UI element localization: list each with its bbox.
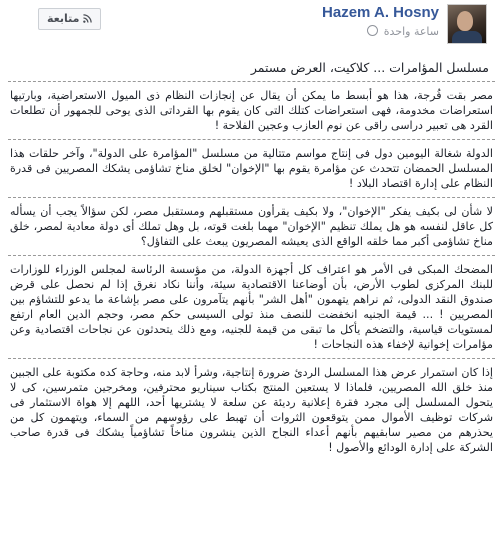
follow-button[interactable] [38,8,101,30]
follow-label: متابعة [47,12,80,25]
author-name[interactable]: Hazem A. Hosny [322,4,439,21]
paragraph-2: الدولة شغالة اليومين دول فى إنتاج مواسم متتالية من مسلسل "المؤامرة على الدولة"، وآخر حلقات هذا المسلسل الحمضان تتحدث عن مؤامرة يقوم بها "الإخوان" لخلق مناخ تشاؤمى يشكك المصريين فى قدرة النظام على إدارة اقتصاد البلاد ! [10,147,493,190]
paragraph-1: مصر بقت فُرجة، هذا هو أبسط ما يمكن أن يقال عن إنجازات النظام ذى الميول الاستعراضية، وبارتيها استعراضات مخدومة، فهى استعراضات كتلك التى كان يقوم بها القرداتى الذى يوحى للجمهور أن تطلعات القرد هى تعبير دراسى راقى عن نوم العازب وعجين الفلاحة ! [10,89,493,132]
post-content [8,60,495,455]
paragraph-4: المضحك المبكى فى الأمر هو اعتراف كل أجهزة الدولة، من مؤسسة الرئاسة لمجلس الوزراء للوزارات للبنك المركزى لطوب الأرض، بأن أوضاعنا الاقتصادية سيئة، وأننا نكاد نغرق إذا لم نحصل على قرض صندوق النقد الدولى، ثم نراهم يتهمون "أهل الشر" بأنهم يتآمرون على مصر بإشاعة ما يدعو للتشاؤم بين المصريين ! ... قيمة الجنيه انخفضت للنصف منذ تولى السيسى حكم مصر، وحجم الدين العام ارتفع لمستويات قياسية، والتضخم يأكل ما تبقى من قيمة للجنيه، ومع ذلك يتحدثون عن نجاحات اقتصادية وعن مؤامرات إخوانية لإخفاء هذه النجاحات ! [10,263,493,351]
timestamp-text: ساعة واحدة [383,25,439,38]
post-header [8,0,495,46]
author-avatar[interactable] [447,4,487,44]
divider [8,139,495,140]
paragraph-5: إذا كان استمرار عرض هذا المسلسل الردئ ضرورة إنتاجية، وشرأ لابد منه، وحاجة كده مكتوبة على الجبين منذ خلق الله المصريين، فلماذا لا يستعين المنتج بكتاب سيناريو محترفين، ومخرجين متمرسين، كى لا يتحول المسلسل إلى مجرد فقرة إعلانية رديئة عن سلعة لا يشتريها أحد، اللهم إلا هواة الاستثمار فى شركات توظيف الأموال ممن يتوقعون الثروات أن تهبط على رؤوسهم من السماء، ويتهمون كل من يحذرهم من مصير سابقيهم بأنهم أعداء النجاح الذين ينشرون مناخاً تشاؤمياً يشكك فى قدرة صاحب الشركة على إدارة الودائع والأصول ! [10,366,493,454]
avatar-face [457,11,473,31]
divider [8,358,495,359]
post-timestamp[interactable] [367,25,439,38]
rss-icon [83,14,92,23]
divider [8,255,495,256]
avatar-collar [452,31,482,43]
divider [8,81,495,82]
globe-icon [367,25,378,36]
paragraph-3: لا شأن لى بكيف يفكر "الإخوان"، ولا بكيف يقرأون مستقبلهم ومستقبل مصر، لكن سؤالاً يجب أن يسأله كل عاقل لنفسه هو هل يملك تنظيم "الإخوان" مهما بلغت قوته، بل وهل تملك أى دولة معادية لمصر، خلق مناخ تشاؤمى أكبر مما خلقه الواقع الذى يعيشه المصريون يبعث على التفاؤل؟ [10,205,493,248]
post-title: مسلسل المؤامرات ... كلاكيت، العرض مستمر [250,60,489,75]
divider [8,197,495,198]
